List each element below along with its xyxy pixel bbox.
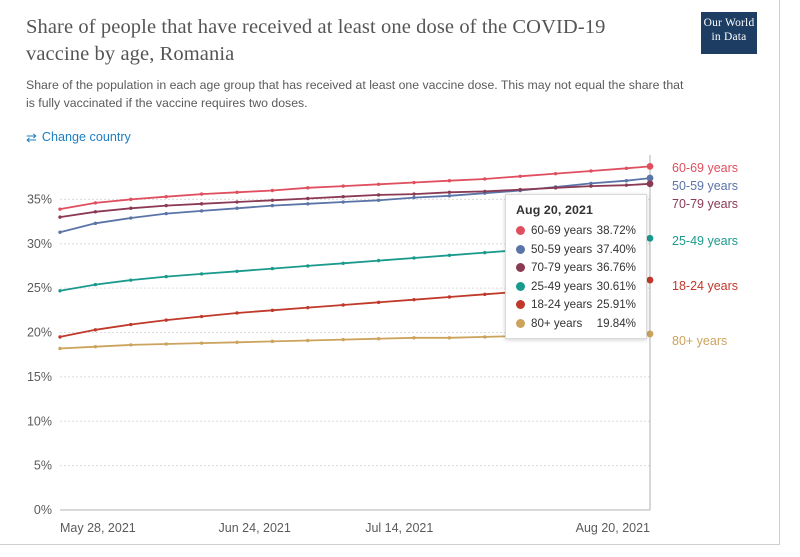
series-point <box>129 343 132 346</box>
series-point <box>625 179 628 182</box>
series-end-label[interactable]: 70-79 years <box>672 197 739 211</box>
tooltip-series-label: 70-79 years <box>531 261 593 274</box>
series-point <box>165 212 168 215</box>
tooltip-rows <box>516 224 636 330</box>
logo-line-2: in Data <box>711 31 747 44</box>
tooltip-row <box>516 224 636 237</box>
x-axis-tick-label: Jun 24, 2021 <box>218 521 291 535</box>
series-point <box>235 191 238 194</box>
y-axis-tick-label: 15% <box>26 369 52 384</box>
page-title: Share of people that have received at least one dose of the COVID-19 vaccine by age, Romania <box>26 16 606 66</box>
series-endpoint <box>647 163 654 170</box>
series-point <box>200 315 203 318</box>
series-point <box>129 278 132 281</box>
series-point <box>377 199 380 202</box>
swap-arrows-icon: ⇄ <box>26 129 37 145</box>
series-point <box>342 262 345 265</box>
series-point <box>129 323 132 326</box>
series-point <box>94 210 97 213</box>
line-chart-svg[interactable] <box>0 150 780 545</box>
our-world-in-data-logo[interactable] <box>701 12 757 54</box>
series-point <box>271 204 274 207</box>
series-point <box>165 195 168 198</box>
tooltip-series-dot <box>516 282 525 291</box>
tooltip-row <box>516 243 636 256</box>
x-axis-tick-label: May 28, 2021 <box>60 521 136 535</box>
logo-line-1: Our World <box>703 17 755 29</box>
tooltip-series-dot <box>516 319 525 328</box>
x-axis-tick-label: Jul 14, 2021 <box>365 521 434 535</box>
series-point <box>483 251 486 254</box>
series-point <box>271 340 274 343</box>
tooltip-row <box>516 280 636 293</box>
series-point <box>165 318 168 321</box>
series-point <box>342 338 345 341</box>
series-point <box>448 336 451 339</box>
series-point <box>235 207 238 210</box>
y-axis-tick-label: 10% <box>26 414 52 429</box>
tooltip-row <box>516 298 636 311</box>
series-point <box>625 167 628 170</box>
series-point <box>377 259 380 262</box>
series-point <box>377 301 380 304</box>
y-axis-tick-label: 5% <box>33 458 52 473</box>
tooltip-row <box>516 261 636 274</box>
series-point <box>58 335 61 338</box>
y-axis-tick-label: 30% <box>26 236 52 251</box>
series-end-label[interactable]: 25-49 years <box>672 234 739 248</box>
series-point <box>412 298 415 301</box>
series-point <box>94 283 97 286</box>
tooltip-series-value: 37.40% <box>596 242 636 256</box>
tooltip-series-value: 30.61% <box>596 279 636 293</box>
series-point <box>165 204 168 207</box>
series-end-label[interactable]: 80+ years <box>672 334 728 348</box>
tooltip-series-value: 36.76% <box>596 261 636 274</box>
tooltip-series-dot <box>516 300 525 309</box>
series-end-label[interactable]: 18-24 years <box>672 279 739 293</box>
tooltip-series-dot <box>516 245 525 254</box>
series-point <box>448 194 451 197</box>
series-point <box>306 306 309 309</box>
series-point <box>589 184 592 187</box>
series-end-label[interactable]: 50-59 years <box>672 179 739 193</box>
series-point <box>519 175 522 178</box>
y-axis-tick-label: 35% <box>26 192 52 207</box>
series-point <box>625 183 628 186</box>
series-point <box>235 341 238 344</box>
series-point <box>342 303 345 306</box>
series-point <box>412 336 415 339</box>
series-endpoint <box>647 331 654 338</box>
series-point <box>306 197 309 200</box>
tooltip-series-label: 80+ years <box>531 316 583 330</box>
series-point <box>129 216 132 219</box>
series-point <box>165 342 168 345</box>
y-axis-tick-label: 20% <box>26 325 52 340</box>
tooltip-series-label: 25-49 years <box>531 279 593 293</box>
series-point <box>94 345 97 348</box>
series-point <box>58 347 61 350</box>
chart-subtitle: Share of the population in each age group that has received at least one vaccine dose. This may not equal the share that is fully vaccinated if the vaccine requires two doses. <box>26 78 684 110</box>
series-point <box>271 309 274 312</box>
change-country-button[interactable] <box>26 130 131 144</box>
series-point <box>483 177 486 180</box>
series-point <box>377 337 380 340</box>
series-point <box>271 189 274 192</box>
series-point <box>377 183 380 186</box>
series-point <box>129 207 132 210</box>
change-country-label: Change country <box>41 130 131 144</box>
series-point <box>448 179 451 182</box>
series-point <box>58 289 61 292</box>
tooltip-series-value: 25.91% <box>596 298 636 311</box>
series-point <box>58 207 61 210</box>
series-point <box>448 295 451 298</box>
series-point <box>589 169 592 172</box>
series-point <box>200 209 203 212</box>
chart-plot-area <box>0 150 780 545</box>
series-point <box>271 199 274 202</box>
series-end-label[interactable]: 60-69 years <box>672 161 739 175</box>
series-point <box>235 200 238 203</box>
series-point <box>58 215 61 218</box>
series-point <box>483 190 486 193</box>
series-point <box>448 254 451 257</box>
y-axis-tick-label: 0% <box>33 503 52 517</box>
series-point <box>200 341 203 344</box>
series-endpoint <box>647 180 654 187</box>
tooltip-series-label: 60-69 years <box>531 224 593 237</box>
x-axis-tick-label: Aug 20, 2021 <box>575 521 650 535</box>
series-point <box>412 181 415 184</box>
series-point <box>235 270 238 273</box>
series-point <box>554 186 557 189</box>
series-point <box>306 186 309 189</box>
series-point <box>448 191 451 194</box>
series-point <box>129 198 132 201</box>
series-point <box>271 267 274 270</box>
series-point <box>412 196 415 199</box>
tooltip-series-dot <box>516 226 525 235</box>
series-point <box>483 293 486 296</box>
series-point <box>94 328 97 331</box>
tooltip-date: Aug 20, 2021 <box>516 203 593 217</box>
tooltip-series-value: 38.72% <box>596 224 636 237</box>
series-point <box>377 193 380 196</box>
series-point <box>412 192 415 195</box>
series-point <box>306 339 309 342</box>
series-point <box>342 184 345 187</box>
series-point <box>165 275 168 278</box>
series-point <box>235 311 238 314</box>
series-point <box>306 202 309 205</box>
tooltip-series-value: 19.84% <box>596 316 636 330</box>
series-point <box>554 172 557 175</box>
series-endpoint <box>647 235 654 242</box>
tooltip-series-dot <box>516 263 525 272</box>
series-point <box>483 335 486 338</box>
chart-tooltip <box>505 194 647 339</box>
tooltip-series-label: 18-24 years <box>531 298 593 311</box>
series-point <box>412 256 415 259</box>
y-axis-tick-label: 25% <box>26 281 52 296</box>
series-point <box>519 188 522 191</box>
series-point <box>58 231 61 234</box>
series-point <box>200 202 203 205</box>
series-point <box>342 200 345 203</box>
series-point <box>342 195 345 198</box>
series-point <box>94 201 97 204</box>
tooltip-row <box>516 317 636 330</box>
series-point <box>200 272 203 275</box>
series-point <box>200 192 203 195</box>
series-point <box>306 264 309 267</box>
series-point <box>94 222 97 225</box>
chart-header <box>0 0 779 112</box>
series-endpoint <box>647 277 654 284</box>
tooltip-series-label: 50-59 years <box>531 242 593 256</box>
